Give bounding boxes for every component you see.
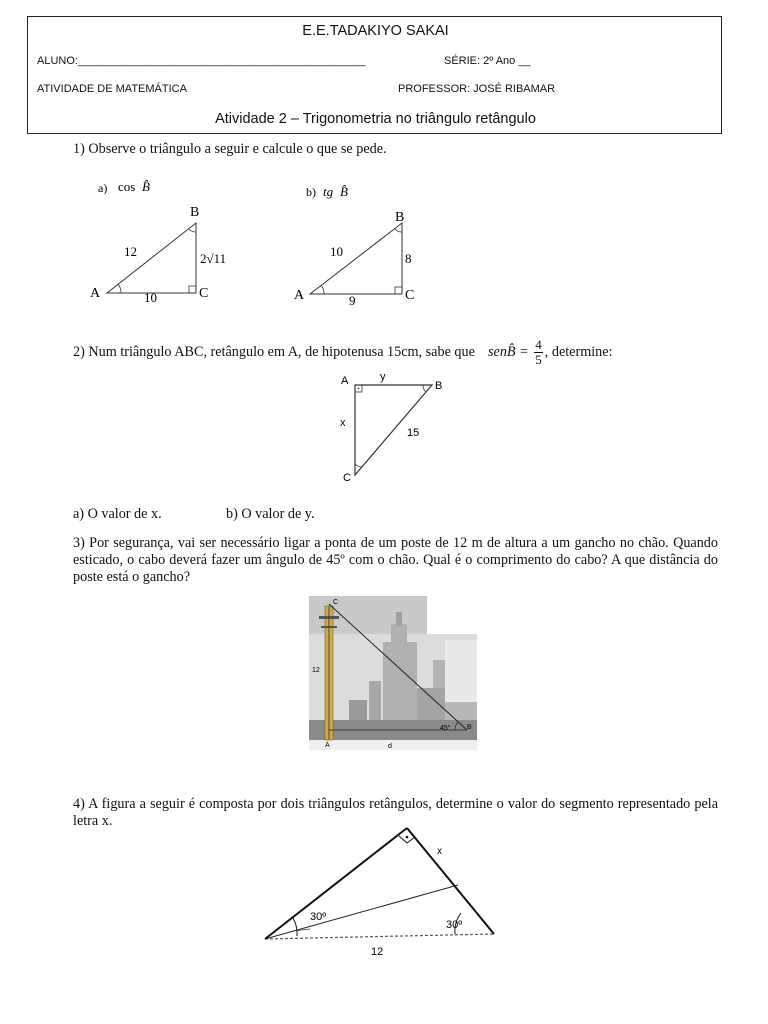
building	[391, 624, 407, 646]
grade-field: SÉRIE: 2º Ano __	[444, 55, 531, 67]
q1b-func: tg	[323, 184, 334, 199]
q2-expression: senB̂ =	[488, 343, 529, 360]
q3-label-b: B	[467, 724, 472, 731]
q2-fraction	[534, 338, 543, 367]
student-field: ALUNO:_______________________________________________	[37, 55, 366, 67]
q1a-label: a)	[98, 181, 108, 195]
q4-angle-1: 30º	[310, 911, 327, 923]
base-line	[265, 934, 494, 939]
q4-figure	[255, 825, 505, 965]
q2-label-y: y	[380, 371, 386, 383]
q2-prompt-start: 2) Num triângulo ABC, retângulo em A, de hipotenusa 15cm, sabe que	[73, 343, 475, 360]
q3-label-a: A	[325, 742, 330, 749]
q4-text: 4) A figura a seguir é composta por dois triângulos retângulos, determine o valor do segmento representado pela letra x.	[73, 796, 718, 829]
q1a-vertex-a: A	[90, 286, 101, 301]
angle-b-arc	[423, 385, 426, 392]
q2-vertex-c: C	[343, 472, 351, 484]
q1b-angle: B̂	[340, 184, 348, 199]
activity-title: Atividade 2 – Trigonometria no triângulo retângulo	[215, 111, 536, 127]
q3-label-h: 12	[312, 667, 320, 674]
q1b-vertex-a: A	[294, 288, 305, 303]
q2-vertex-a: A	[341, 375, 349, 387]
q3-text: 3) Por segurança, vai ser necessário ligar a ponta de um poste de 12 m de altura a um gancho no chão. Quando esticado, o cabo deverá fazer um ângulo de 45º com o chão. Qual é o comprimento do cabo? A que distância do poste está o gancho?	[73, 535, 718, 585]
q1b-label: b)	[306, 185, 316, 199]
q1b-leg-ac: 9	[349, 293, 356, 307]
q3-label-c: C	[333, 599, 339, 606]
q1-prompt: 1) Observe o triângulo a seguir e calcule o que se pede.	[73, 141, 387, 157]
angle-a-arc	[118, 284, 121, 293]
q1a-hyp: 12	[124, 244, 137, 259]
q2-prompt	[73, 338, 613, 367]
angle-b-arc	[189, 229, 196, 232]
header-box	[27, 16, 722, 134]
q1-figure-b	[290, 172, 430, 307]
outer-side	[265, 828, 407, 939]
right-angle-mark	[189, 286, 196, 293]
q2-prompt-end: , determine:	[544, 343, 613, 360]
angle-a-arc	[321, 285, 324, 294]
building	[396, 612, 402, 626]
q1-figure-a	[80, 172, 270, 307]
q2-figure	[335, 368, 455, 488]
angle-b-arc	[395, 229, 402, 232]
q1a-vertex-c: C	[199, 286, 209, 301]
q3-label-angle: 45°	[440, 725, 451, 732]
q1b-leg-bc: 8	[405, 251, 412, 266]
q2-label-hyp: 15	[407, 427, 420, 439]
q1a-leg-bc: 2√11	[200, 251, 227, 266]
q1a-vertex-b: B	[190, 205, 200, 220]
q2-item-a: a) O valor de x.	[73, 506, 162, 522]
q2-vertex-b: B	[435, 380, 443, 392]
subject-label: ATIVIDADE DE MATEMÁTICA	[37, 83, 187, 95]
q1b-vertex-b: B	[395, 210, 405, 225]
angle-c-arc	[355, 464, 362, 467]
q1a-func: cos	[118, 179, 136, 194]
q1a-leg-ac: 10	[144, 290, 157, 305]
q2-numerator: 4	[535, 337, 542, 352]
q4-label-x: x	[437, 846, 442, 857]
q3-label-d: d	[388, 743, 392, 750]
building	[433, 660, 445, 688]
school-name: E.E.TADAKIYO SAKAI	[302, 23, 449, 39]
angle-arc	[293, 918, 297, 936]
q1b-vertex-c: C	[405, 288, 415, 303]
teacher-label: PROFESSOR: JOSÉ RIBAMAR	[398, 83, 556, 95]
q2-item-b: b) O valor de y.	[226, 506, 315, 522]
right-angle-mark	[395, 287, 402, 294]
q4-angle-2: 30º	[446, 919, 463, 931]
q2-denominator: 5	[535, 352, 542, 367]
q1a-angle: B̂	[142, 179, 150, 194]
q4-label-base: 12	[371, 946, 384, 958]
q3-figure	[309, 596, 477, 750]
q1b-hyp: 10	[330, 244, 343, 259]
q2-label-x: x	[340, 417, 346, 429]
